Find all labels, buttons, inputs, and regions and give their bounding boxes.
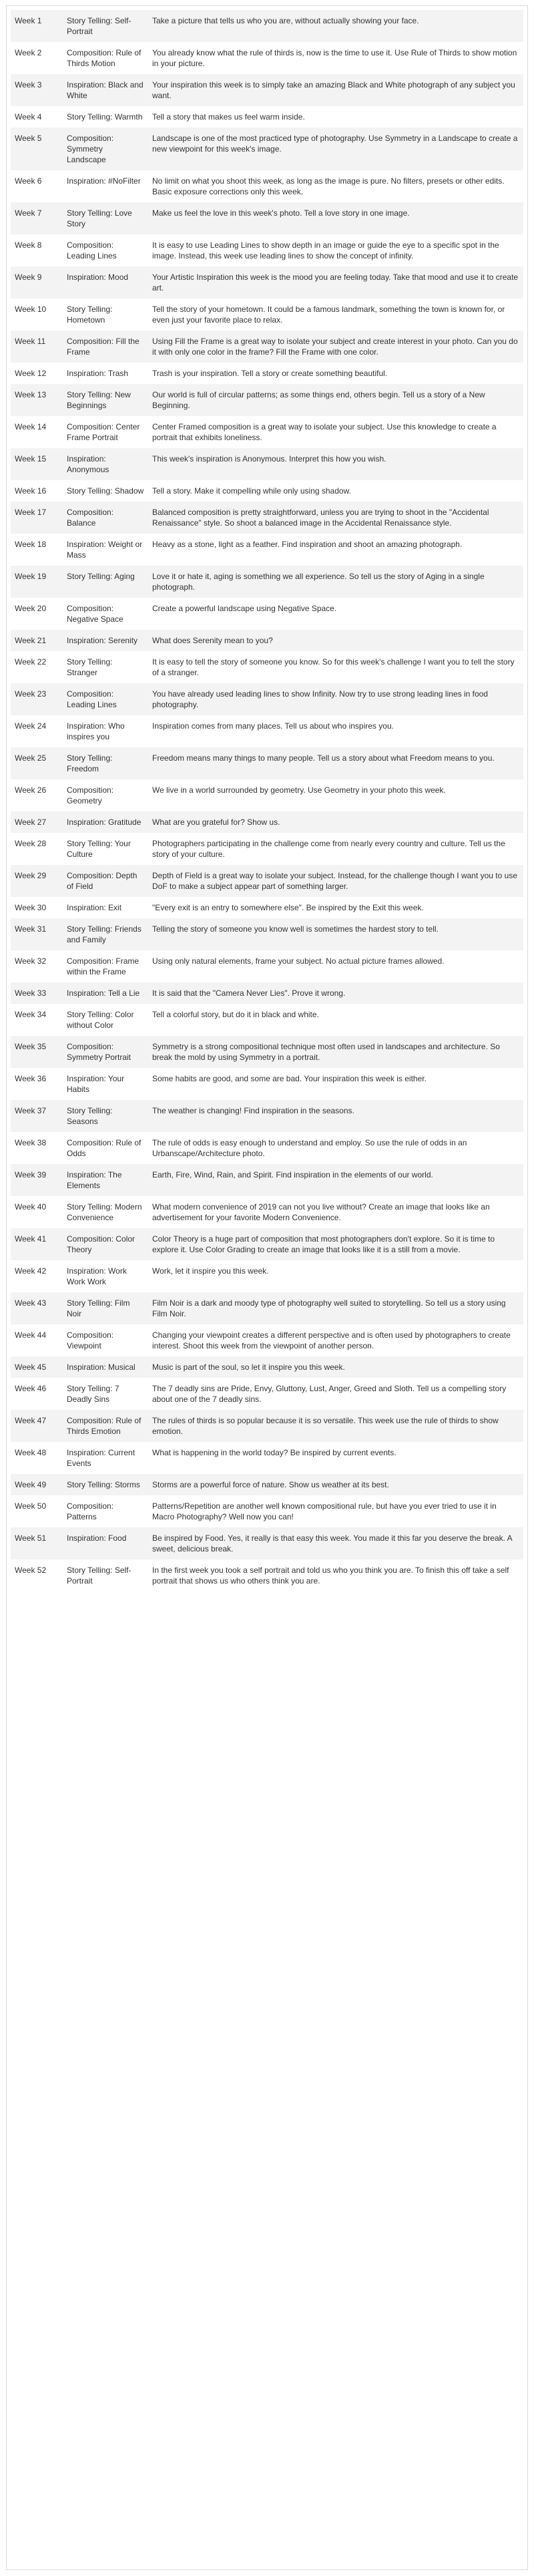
table-row (11, 1324, 523, 1356)
theme-cell: Composition: Viewpoint (63, 1324, 148, 1356)
table-row (11, 1068, 523, 1100)
table-row (11, 683, 523, 715)
week-cell: Week 27 (11, 811, 63, 833)
week-cell: Week 7 (11, 202, 63, 234)
table-row (11, 1132, 523, 1164)
description-cell: Landscape is one of the most practiced type of photography. Use Symmetry in a Landscape to create a new viewpoint for this week's image. (148, 128, 523, 170)
theme-cell: Story Telling: Seasons (63, 1100, 148, 1132)
week-cell: Week 32 (11, 950, 63, 982)
week-cell: Week 50 (11, 1495, 63, 1527)
theme-cell: Inspiration: #NoFilter (63, 170, 148, 202)
description-cell: Earth, Fire, Wind, Rain, and Spirit. Find inspiration in the elements of our world. (148, 1164, 523, 1196)
week-cell: Week 52 (11, 1559, 63, 1592)
description-cell: It is said that the "Camera Never Lies". Prove it wrong. (148, 982, 523, 1004)
description-cell: Trash is your inspiration. Tell a story or create something beautiful. (148, 363, 523, 384)
description-cell: What modern convenience of 2019 can not you live without? Create an image that looks like an advertisement for your favorite Modern Convenience. (148, 1196, 523, 1228)
theme-cell: Story Telling: Friends and Family (63, 918, 148, 950)
description-cell: Using only natural elements, frame your subject. No actual picture frames allowed. (148, 950, 523, 982)
theme-cell: Inspiration: Current Events (63, 1442, 148, 1474)
description-cell: Tell a colorful story, but do it in black and white. (148, 1004, 523, 1036)
theme-cell: Composition: Symmetry Portrait (63, 1036, 148, 1068)
table-row (11, 1260, 523, 1292)
week-cell: Week 10 (11, 299, 63, 331)
table-row (11, 202, 523, 234)
theme-cell: Inspiration: Trash (63, 363, 148, 384)
theme-cell: Story Telling: Stranger (63, 651, 148, 683)
theme-cell: Story Telling: Self-Portrait (63, 1559, 148, 1592)
table-row (11, 598, 523, 630)
description-cell: Our world is full of circular patterns; as some things end, others begin. Tell us a story of a New Beginning. (148, 384, 523, 416)
description-cell: You already know what the rule of thirds is, now is the time to use it. Use Rule of Thirds to show motion in your picture. (148, 42, 523, 74)
week-cell: Week 23 (11, 683, 63, 715)
theme-cell: Inspiration: Serenity (63, 630, 148, 651)
table-row (11, 128, 523, 170)
theme-cell: Composition: Rule of Odds (63, 1132, 148, 1164)
description-cell: Your inspiration this week is to simply take an amazing Black and White photograph of any subject you want. (148, 74, 523, 106)
description-cell: Film Noir is a dark and moody type of photography well suited to storytelling. So tell us a story using Film Noir. (148, 1292, 523, 1324)
theme-cell: Composition: Frame within the Frame (63, 950, 148, 982)
table-row (11, 1036, 523, 1068)
description-cell: Changing your viewpoint creates a different perspective and is often used by photographers to create interest. Shoot this week from the viewpoint of another person. (148, 1324, 523, 1356)
description-cell: You have already used leading lines to show Infinity. Now try to use strong leading lines in food photography. (148, 683, 523, 715)
table-row (11, 1410, 523, 1442)
week-cell: Week 20 (11, 598, 63, 630)
week-cell: Week 26 (11, 779, 63, 811)
table-row (11, 234, 523, 266)
week-cell: Week 40 (11, 1196, 63, 1228)
table-row (11, 630, 523, 651)
week-cell: Week 2 (11, 42, 63, 74)
week-cell: Week 33 (11, 982, 63, 1004)
description-cell: Tell a story. Make it compelling while only using shadow. (148, 480, 523, 502)
table-row (11, 715, 523, 747)
week-cell: Week 39 (11, 1164, 63, 1196)
description-cell: The rules of thirds is so popular because it is so versatile. This week use the rule of thirds to show emotion. (148, 1410, 523, 1442)
theme-cell: Inspiration: Tell a Lie (63, 982, 148, 1004)
week-cell: Week 48 (11, 1442, 63, 1474)
theme-cell: Story Telling: Your Culture (63, 833, 148, 865)
week-cell: Week 42 (11, 1260, 63, 1292)
week-cell: Week 25 (11, 747, 63, 779)
table-row (11, 1196, 523, 1228)
theme-cell: Inspiration: Exit (63, 897, 148, 918)
week-cell: Week 17 (11, 502, 63, 534)
week-cell: Week 22 (11, 651, 63, 683)
theme-cell: Inspiration: Your Habits (63, 1068, 148, 1100)
table-row (11, 1378, 523, 1410)
week-cell: Week 24 (11, 715, 63, 747)
week-cell: Week 11 (11, 331, 63, 363)
table-row (11, 1228, 523, 1260)
table-row (11, 534, 523, 566)
description-cell: Photographers participating in the challenge come from nearly every country and culture. Tell us the story of your culture. (148, 833, 523, 865)
description-cell: What are you grateful for? Show us. (148, 811, 523, 833)
week-cell: Week 9 (11, 266, 63, 299)
theme-cell: Inspiration: Who inspires you (63, 715, 148, 747)
theme-cell: Inspiration: Musical (63, 1356, 148, 1378)
table-row (11, 779, 523, 811)
theme-cell: Inspiration: Work Work Work (63, 1260, 148, 1292)
challenge-table-body (11, 10, 523, 1592)
week-cell: Week 35 (11, 1036, 63, 1068)
table-row (11, 266, 523, 299)
table-row (11, 170, 523, 202)
description-cell: "Every exit is an entry to somewhere else". Be inspired by the Exit this week. (148, 897, 523, 918)
week-cell: Week 49 (11, 1474, 63, 1495)
description-cell: Take a picture that tells us who you are, without actually showing your face. (148, 10, 523, 42)
table-row (11, 1292, 523, 1324)
description-cell: This week's inspiration is Anonymous. Interpret this how you wish. (148, 448, 523, 480)
week-cell: Week 28 (11, 833, 63, 865)
table-row (11, 865, 523, 897)
description-cell: What does Serenity mean to you? (148, 630, 523, 651)
description-cell: What is happening in the world today? Be inspired by current events. (148, 1442, 523, 1474)
description-cell: The 7 deadly sins are Pride, Envy, Gluttony, Lust, Anger, Greed and Sloth. Tell us a compelling story about one of the 7 deadly sins. (148, 1378, 523, 1410)
week-cell: Week 36 (11, 1068, 63, 1100)
week-cell: Week 19 (11, 566, 63, 598)
description-cell: No limit on what you shoot this week, as long as the image is pure. No filters, presets or other edits. Basic exposure corrections only this week. (148, 170, 523, 202)
theme-cell: Composition: Center Frame Portrait (63, 416, 148, 448)
theme-cell: Composition: Symmetry Landscape (63, 128, 148, 170)
description-cell: Center Framed composition is a great way to isolate your subject. Use this knowledge to create a portrait that exhibits loneliness. (148, 416, 523, 448)
week-cell: Week 18 (11, 534, 63, 566)
theme-cell: Story Telling: Warmth (63, 106, 148, 128)
weekly-challenge-table (11, 10, 523, 1592)
description-cell: Heavy as a stone, light as a feather. Find inspiration and shoot an amazing photograph. (148, 534, 523, 566)
description-cell: Your Artistic Inspiration this week is the mood you are feeling today. Take that mood and use it to create art. (148, 266, 523, 299)
table-row (11, 416, 523, 448)
theme-cell: Composition: Rule of Thirds Emotion (63, 1410, 148, 1442)
theme-cell: Story Telling: 7 Deadly Sins (63, 1378, 148, 1410)
theme-cell: Story Telling: Modern Convenience (63, 1196, 148, 1228)
theme-cell: Story Telling: Film Noir (63, 1292, 148, 1324)
description-cell: Patterns/Repetition are another well known compositional rule, but have you ever tried to use it in Macro Photography? Well now you can! (148, 1495, 523, 1527)
description-cell: Freedom means many things to many people. Tell us a story about what Freedom means to you. (148, 747, 523, 779)
description-cell: Create a powerful landscape using Negative Space. (148, 598, 523, 630)
description-cell: Some habits are good, and some are bad. Your inspiration this week is either. (148, 1068, 523, 1100)
table-row (11, 1474, 523, 1495)
table-row (11, 331, 523, 363)
challenge-table-frame (6, 5, 528, 2570)
week-cell: Week 13 (11, 384, 63, 416)
description-cell: Tell the story of your hometown. It could be a famous landmark, something the town is known for, or even just your favorite place to relax. (148, 299, 523, 331)
theme-cell: Composition: Balance (63, 502, 148, 534)
theme-cell: Story Telling: Freedom (63, 747, 148, 779)
theme-cell: Story Telling: Self-Portrait (63, 10, 148, 42)
description-cell: In the first week you took a self portrait and told us who you think you are. To finish this off take a self portrait that shows us who others think you are. (148, 1559, 523, 1592)
table-row (11, 833, 523, 865)
table-row (11, 1495, 523, 1527)
table-row (11, 950, 523, 982)
week-cell: Week 8 (11, 234, 63, 266)
table-row (11, 480, 523, 502)
description-cell: Color Theory is a huge part of composition that most photographers don't explore. So it is time to explore it. Use Color Grading to create an image that looks like it is a still from a movie. (148, 1228, 523, 1260)
theme-cell: Story Telling: Color without Color (63, 1004, 148, 1036)
theme-cell: Composition: Rule of Thirds Motion (63, 42, 148, 74)
theme-cell: Inspiration: Anonymous (63, 448, 148, 480)
theme-cell: Inspiration: Weight or Mass (63, 534, 148, 566)
week-cell: Week 14 (11, 416, 63, 448)
week-cell: Week 43 (11, 1292, 63, 1324)
week-cell: Week 1 (11, 10, 63, 42)
description-cell: Depth of Field is a great way to isolate your subject. Instead, for the challenge though I want you to use DoF to make a subject appear part of something larger. (148, 865, 523, 897)
table-row (11, 747, 523, 779)
table-row (11, 1164, 523, 1196)
theme-cell: Composition: Negative Space (63, 598, 148, 630)
table-row (11, 10, 523, 42)
week-cell: Week 30 (11, 897, 63, 918)
table-row (11, 448, 523, 480)
table-row (11, 1356, 523, 1378)
description-cell: It is easy to tell the story of someone you know. So for this week's challenge I want you to tell the story of a stranger. (148, 651, 523, 683)
table-row (11, 42, 523, 74)
description-cell: We live in a world surrounded by geometry. Use Geometry in your photo this week. (148, 779, 523, 811)
table-row (11, 502, 523, 534)
description-cell: Symmetry is a strong compositional technique most often used in landscapes and architecture. So break the mold by using Symmetry in a portrait. (148, 1036, 523, 1068)
week-cell: Week 34 (11, 1004, 63, 1036)
table-row (11, 918, 523, 950)
table-row (11, 1527, 523, 1559)
theme-cell: Inspiration: The Elements (63, 1164, 148, 1196)
table-row (11, 897, 523, 918)
theme-cell: Story Telling: Hometown (63, 299, 148, 331)
description-cell: The rule of odds is easy enough to understand and employ. So use the rule of odds in an Urbanscape/Architecture photo. (148, 1132, 523, 1164)
theme-cell: Composition: Patterns (63, 1495, 148, 1527)
table-row (11, 811, 523, 833)
theme-cell: Composition: Geometry (63, 779, 148, 811)
week-cell: Week 46 (11, 1378, 63, 1410)
table-row (11, 982, 523, 1004)
theme-cell: Story Telling: New Beginnings (63, 384, 148, 416)
description-cell: Be inspired by Food. Yes, it really is that easy this week. You made it this far you deserve the break. A sweet, delicious break. (148, 1527, 523, 1559)
description-cell: The weather is changing! Find inspiration in the seasons. (148, 1100, 523, 1132)
table-row (11, 1442, 523, 1474)
week-cell: Week 3 (11, 74, 63, 106)
table-row (11, 1100, 523, 1132)
table-row (11, 1559, 523, 1592)
table-row (11, 106, 523, 128)
description-cell: Tell a story that makes us feel warm inside. (148, 106, 523, 128)
description-cell: Work, let it inspire you this week. (148, 1260, 523, 1292)
theme-cell: Inspiration: Food (63, 1527, 148, 1559)
week-cell: Week 5 (11, 128, 63, 170)
week-cell: Week 37 (11, 1100, 63, 1132)
week-cell: Week 41 (11, 1228, 63, 1260)
theme-cell: Composition: Color Theory (63, 1228, 148, 1260)
week-cell: Week 31 (11, 918, 63, 950)
table-row (11, 566, 523, 598)
table-row (11, 74, 523, 106)
theme-cell: Story Telling: Shadow (63, 480, 148, 502)
description-cell: Balanced composition is pretty straightforward, unless you are trying to shoot in the "Accidental Renaissance" style. So shoot a balanced image in the Accidental Renaissance style. (148, 502, 523, 534)
description-cell: Storms are a powerful force of nature. Show us weather at its best. (148, 1474, 523, 1495)
week-cell: Week 21 (11, 630, 63, 651)
description-cell: Love it or hate it, aging is something we all experience. So tell us the story of Aging in a single photograph. (148, 566, 523, 598)
description-cell: It is easy to use Leading Lines to show depth in an image or guide the eye to a specific spot in the image. Instead, this week use leading lines to show the concept of infinity. (148, 234, 523, 266)
description-cell: Music is part of the soul, so let it inspire you this week. (148, 1356, 523, 1378)
week-cell: Week 4 (11, 106, 63, 128)
description-cell: Make us feel the love in this week's photo. Tell a love story in one image. (148, 202, 523, 234)
table-row (11, 384, 523, 416)
theme-cell: Inspiration: Mood (63, 266, 148, 299)
theme-cell: Story Telling: Love Story (63, 202, 148, 234)
theme-cell: Composition: Leading Lines (63, 234, 148, 266)
theme-cell: Inspiration: Gratitude (63, 811, 148, 833)
table-row (11, 363, 523, 384)
theme-cell: Composition: Fill the Frame (63, 331, 148, 363)
week-cell: Week 51 (11, 1527, 63, 1559)
week-cell: Week 38 (11, 1132, 63, 1164)
theme-cell: Story Telling: Aging (63, 566, 148, 598)
week-cell: Week 6 (11, 170, 63, 202)
week-cell: Week 47 (11, 1410, 63, 1442)
week-cell: Week 29 (11, 865, 63, 897)
theme-cell: Story Telling: Storms (63, 1474, 148, 1495)
table-row (11, 651, 523, 683)
week-cell: Week 44 (11, 1324, 63, 1356)
description-cell: Using Fill the Frame is a great way to isolate your subject and create interest in your photo. Can you do it with only one color in the frame? Fill the Frame with one color. (148, 331, 523, 363)
description-cell: Inspiration comes from many places. Tell us about who inspires you. (148, 715, 523, 747)
week-cell: Week 45 (11, 1356, 63, 1378)
table-row (11, 299, 523, 331)
theme-cell: Composition: Depth of Field (63, 865, 148, 897)
description-cell: Telling the story of someone you know well is sometimes the hardest story to tell. (148, 918, 523, 950)
week-cell: Week 15 (11, 448, 63, 480)
theme-cell: Composition: Leading Lines (63, 683, 148, 715)
week-cell: Week 12 (11, 363, 63, 384)
theme-cell: Inspiration: Black and White (63, 74, 148, 106)
table-row (11, 1004, 523, 1036)
week-cell: Week 16 (11, 480, 63, 502)
